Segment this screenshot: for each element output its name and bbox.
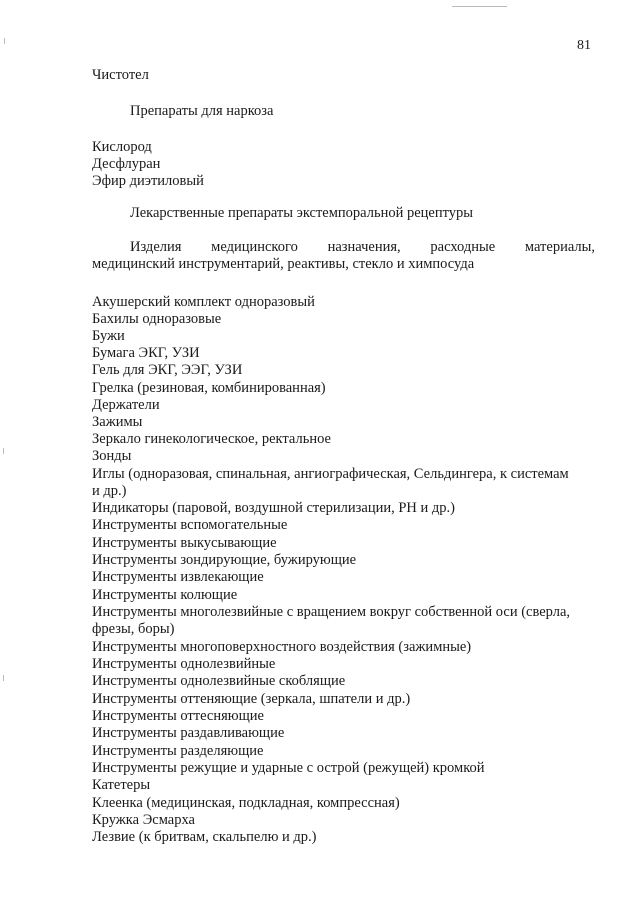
list-item: Зонды (92, 448, 132, 464)
list-item: Инструменты выкусывающие (92, 535, 277, 551)
list-item: Клеенка (медицинская, подкладная, компрессная) (92, 795, 400, 811)
scan-artifact (3, 448, 4, 454)
list-item: Держатели (92, 397, 160, 413)
list-item: Инструменты однолезвийные (92, 656, 276, 672)
list-item: Инструменты разделяющие (92, 743, 264, 759)
heading-word: медицинского (211, 239, 298, 255)
heading-word: Изделия (130, 239, 182, 255)
list-item: Инструменты вспомогательные (92, 517, 288, 533)
list-item: Катетеры (92, 777, 151, 793)
list-item: Бумага ЭКГ, УЗИ (92, 345, 200, 361)
heading-word: материалы, (524, 239, 595, 255)
list-item: Зеркало гинекологическое, ректальное (92, 431, 331, 447)
list-item: Инструменты оттеняющие (зеркала, шпатели и др.) (92, 691, 411, 707)
list-item: Лезвие (к бритвам, скальпелю и др.) (92, 829, 317, 845)
list-item: Инструменты раздавливающие (92, 725, 285, 741)
scan-artifact (452, 6, 507, 7)
list-item: Инструменты колющие (92, 587, 238, 603)
list-item: Десфлуран (92, 156, 161, 172)
list-item: Инструменты извлекающие (92, 569, 264, 585)
list-item: Кружка Эсмарха (92, 812, 195, 828)
list-item: Эфир диэтиловый (92, 173, 204, 189)
scan-artifact (4, 38, 5, 44)
section-heading-devices-line2: медицинский инструментарий, реактивы, стекло и химпосуда (92, 256, 475, 272)
section-heading-extemporal: Лекарственные препараты экстемпоральной рецептуры (130, 205, 474, 221)
list-item: Инструменты многоповерхностного воздействия (зажимные) (92, 639, 472, 655)
list-item: Индикаторы (паровой, воздушной стерилизации, PH и др.) (92, 500, 455, 516)
list-item: Инструменты однолезвийные скоблящие (92, 673, 346, 689)
list-item: Бужи (92, 328, 125, 344)
list-item: Инструменты многолезвийные с вращением вокруг собственной оси (сверла, (92, 604, 571, 620)
page-number: 81 (577, 38, 591, 53)
top-line-text: Чистотел (92, 67, 149, 83)
list-item: Гель для ЭКГ, ЭЭГ, УЗИ (92, 362, 243, 378)
list-item: Инструменты зондирующие, бужирующие (92, 552, 357, 568)
scan-artifact (3, 675, 4, 681)
heading-word: расходные (430, 239, 496, 255)
list-item: фрезы, боры) (92, 621, 175, 637)
heading-word: назначения, (327, 239, 401, 255)
list-item: Грелка (резиновая, комбинированная) (92, 380, 326, 396)
list-item: Инструменты оттесняющие (92, 708, 264, 724)
list-item: Бахилы одноразовые (92, 311, 222, 327)
section-heading-devices-line1 (130, 239, 595, 256)
list-item: Кислород (92, 139, 152, 155)
section-heading-narcosis: Препараты для наркоза (130, 103, 274, 119)
list-item: Зажимы (92, 414, 143, 430)
list-item: и др.) (92, 483, 127, 499)
list-item: Иглы (одноразовая, спинальная, ангиографическая, Сельдингера, к системам (92, 466, 569, 482)
list-item: Акушерский комплект одноразовый (92, 294, 315, 310)
list-item: Инструменты режущие и ударные с острой (режущей) кромкой (92, 760, 485, 776)
